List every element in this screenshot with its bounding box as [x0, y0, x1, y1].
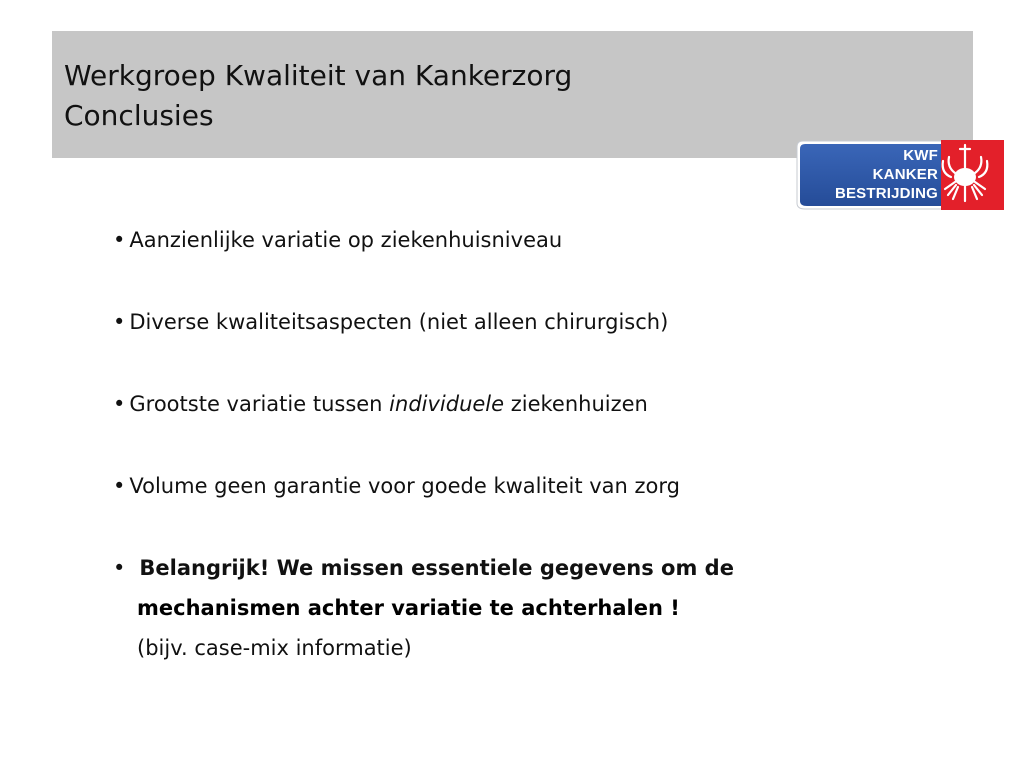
logo-text-kwf: KWF	[903, 147, 938, 164]
bullet-symbol: •	[113, 474, 126, 498]
bullet-text-emphasis: individuele	[389, 392, 505, 416]
important-text-line1: Belangrijk! We missen essentiele gegevens om de	[139, 556, 734, 580]
bullet-item-important	[113, 554, 734, 582]
bullet-text: Aanzienlijke variatie op ziekenhuisniveau	[129, 228, 563, 252]
bullet-item	[113, 390, 648, 418]
important-text-line2: mechanismen achter variatie te achterhalen !	[137, 596, 680, 620]
bullet-text-suffix: ziekenhuizen	[504, 392, 648, 416]
logo-text-kanker: KANKER	[872, 166, 938, 183]
bullet-symbol: •	[113, 310, 126, 334]
slide-title: Werkgroep Kwaliteit van Kankerzorg	[64, 59, 573, 92]
bullet-text: Volume geen garantie voor goede kwaliteit van zorg	[129, 474, 680, 498]
slide-subtitle: Conclusies	[64, 99, 214, 132]
bullet-symbol: •	[113, 392, 126, 416]
bullet-symbol: •	[113, 228, 126, 252]
bullet-symbol: •	[113, 556, 126, 580]
bullet-item	[113, 308, 668, 336]
bullet-text: Diverse kwaliteitsaspecten (niet alleen chirurgisch)	[129, 310, 669, 334]
bullet-text-prefix: Grootste variatie tussen	[129, 392, 390, 416]
important-note: (bijv. case-mix informatie)	[137, 636, 412, 660]
logo-text-bestrijding: BESTRIJDING	[834, 185, 938, 202]
bullet-item	[113, 226, 562, 254]
bullet-item	[113, 472, 680, 500]
